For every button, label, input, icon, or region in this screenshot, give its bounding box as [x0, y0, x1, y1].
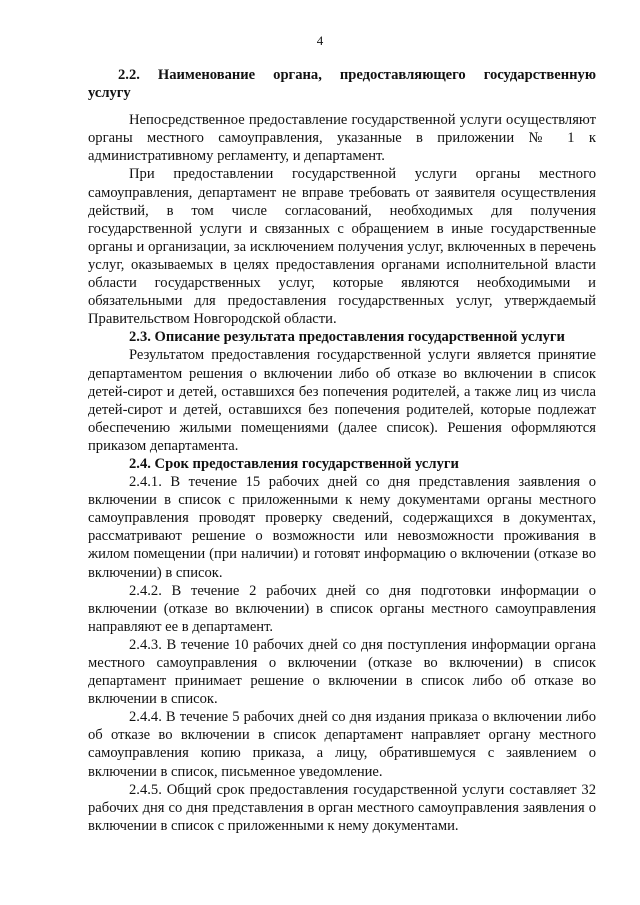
section-heading-2-2: 2.2. Наименование органа, предоставляющего государственную услугу — [88, 67, 596, 102]
paragraph-2-2-2: При предоставлении государственной услуги органы местного самоуправления, департамент не вправе требовать от заявителя осуществления действий, в том числе согласований, необходимых для получения государственной услуги и связанных с обращением в иные государственные органы и организации, за исключением получения услуг, включенных в перечень услуг, оказываемых в целях предоставления органами исполнительной власти области государственных услуг, которые являются необходимыми и обязательными для предоставления государственных услуг, утверждаемый Правительством Новгородской области. — [88, 166, 596, 328]
paragraph-2-4-5: 2.4.5. Общий срок предоставления государственной услуги составляет 32 рабочих дня со дня представления в орган местного самоуправления заявления о включении в список с приложенными к нему документами. — [88, 781, 596, 834]
paragraph-2-3-1: Результатом предоставления государственной услуги является принятие департаментом решения о включении либо об отказе во включении в список детей-сирот и детей, оставшихся без попечения родителей, а также лиц из числа детей-сирот и детей, оставшихся без попечения родителей, которые подлежат обеспечению жилыми помещениями (далее список). Решения оформляются приказом департамента. — [88, 347, 596, 454]
section-heading-2-3: 2.3. Описание результата предоставления государственной услуги — [129, 329, 565, 346]
paragraph-2-4-3: 2.4.3. В течение 10 рабочих дней со дня поступления информации органа местного самоуправления о включении (отказе во включении) в список департамент принимает решение о включении в список либо об отказе во включении в список. — [88, 636, 596, 708]
paragraph-2-4-1: 2.4.1. В течение 15 рабочих дней со дня представления заявления о включении в список с приложенными к нему документами органы местного самоуправления проводят проверку сведений, содержащихся в документах, рассматривают решение о возможности или невозможности проживания в жилом помещении (при наличии) и готовят информацию о включении (отказе во включении) в список. — [88, 474, 596, 581]
section-heading-2-4: 2.4. Срок предоставления государственной услуги — [129, 455, 459, 472]
spacer — [88, 102, 596, 111]
document-body — [88, 66, 596, 835]
paragraph-2-4-2: 2.4.2. В течение 2 рабочих дней со дня подготовки информации о включении (отказе во включении) в список органы местного самоуправления направляют ее в департамент. — [88, 582, 596, 635]
paragraph-2-2-1: Непосредственное предоставление государственной услуги осуществляют органы местного самоуправления, указанные в приложении № 1 к административному регламенту, и департамент. — [88, 112, 596, 165]
page-number: 4 — [316, 33, 324, 48]
paragraph-2-4-4: 2.4.4. В течение 5 рабочих дней со дня издания приказа о включении либо об отказе во включении в список департамент направляет органу местного самоуправления копию приказа, а лицу, обратившемуся с заявлением о включении в список, письменное уведомление. — [88, 709, 596, 780]
